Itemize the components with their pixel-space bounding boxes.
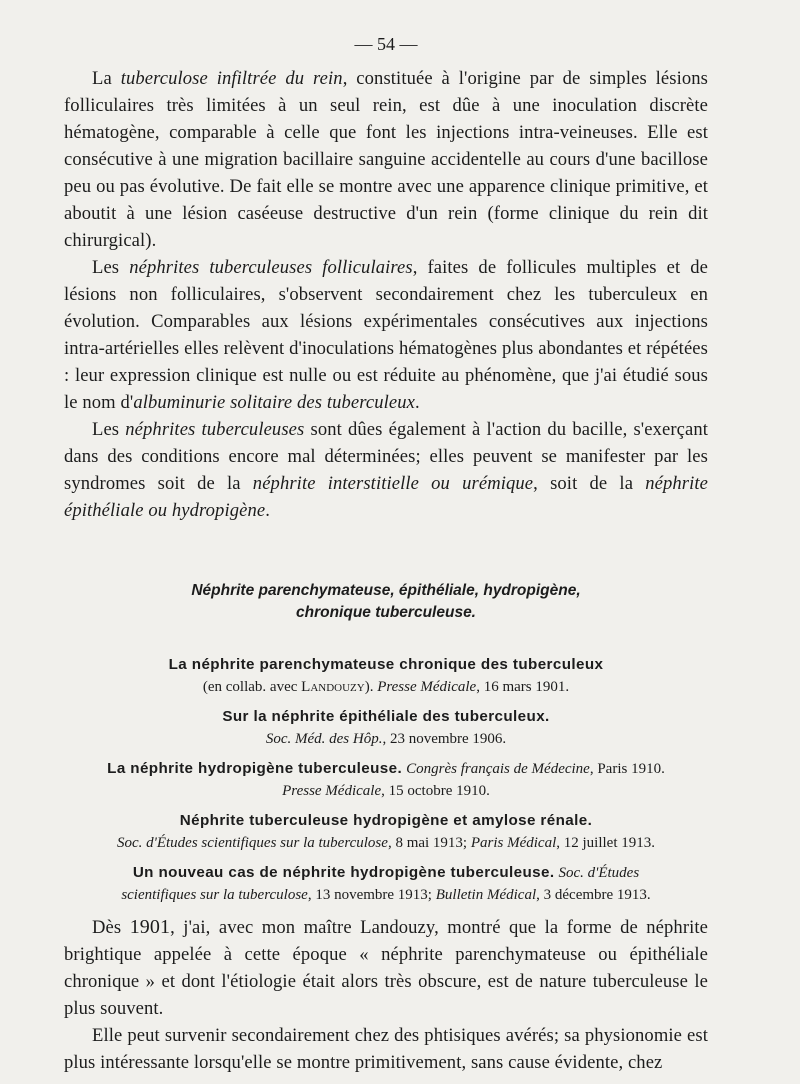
page [64,34,708,1076]
reference-5: Un nouveau cas de néphrite hydropigène tuberculeuse. Soc. d'Études scientifiques sur la tuberculose, 13 novembre 1913; Bulletin Médical, 3 décembre 1913. [121,864,651,903]
paragraph-tuberculose-infiltree: La tuberculose infiltrée du rein, constituée à l'origine par de simples lésions folliculaires très limitées à un seul rein, est dûe à une inoculation discrète hématogène, comparable à celle que font les injections intra-veineuses. Elle est consécutive à une migration bacillaire sanguine accidentelle au cours d'une bacillose peu ou pas évolutive. De fait elle se montre avec une apparence clinique primitive, et aboutit à une lésion caséeuse destructive d'un rein (forme clinique du rein dit chirurgical). [64,68,708,251]
reference-1: La néphrite parenchymateuse chronique des tuberculeux (en collab. avec Landouzy). Presse Médicale, 16 mars 1901. [168,656,604,695]
reference-3: La néphrite hydropigène tuberculeuse. Congrès français de Médecine, Paris 1910. Presse Médicale, 15 octobre 1910. [107,760,665,799]
page-number: — 54 — [354,34,418,54]
paragraph-nephrites-tuberculeuses: Les néphrites tuberculeuses sont dûes également à l'action du bacille, s'exerçant dans des conditions encore mal déterminées; elles peuvent se manifester par les syndromes soit de la néphrite interstitielle ou urémique, soit de la néphrite épithéliale ou hydropigène. [64,419,708,521]
section-title: Néphrite parenchymateuse, épithéliale, hydropigène, chronique tuberculeuse. [191,582,581,621]
paragraph-des-1901: Dès 1901, j'ai, avec mon maître Landouzy, montré que la forme de néphrite brightique appelée à cette époque « néphrite parenchymateuse ou épithéliale chronique » et dont l'étiologie était alors très obscure, est de nature tuberculeuse le plus souvent. [64,916,708,1019]
paragraph-nephrites-folliculaires: Les néphrites tuberculeuses folliculaires, faites de follicules multiples et de lésions non folliculaires, s'observent secondairement chez les tuberculeux en évolution. Comparables aux lésions expérimentales consécutives aux injections intra-artérielles elles relèvent d'inoculations hématogènes plus abondantes et répétées : leur expression clinique est nulle ou est réduite au phénomène, que j'ai étudié sous le nom d'albuminurie solitaire des tuberculeux. [64,257,709,413]
reference-2: Sur la néphrite épithéliale des tuberculeux. Soc. Méd. des Hôp., 23 novembre 1906. [222,708,550,747]
reference-4: Néphrite tuberculeuse hydropigène et amylose rénale. Soc. d'Études scientifiques sur la tuberculose, 8 mai 1913; Paris Médical, 12 juillet 1913. [116,812,656,851]
paragraph-survenir: Elle peut survenir secondairement chez des phtisiques avérés; sa physionomie est plus intéressante lorsqu'elle se montre primitivement, sans cause évidente, chez [64,1025,708,1073]
